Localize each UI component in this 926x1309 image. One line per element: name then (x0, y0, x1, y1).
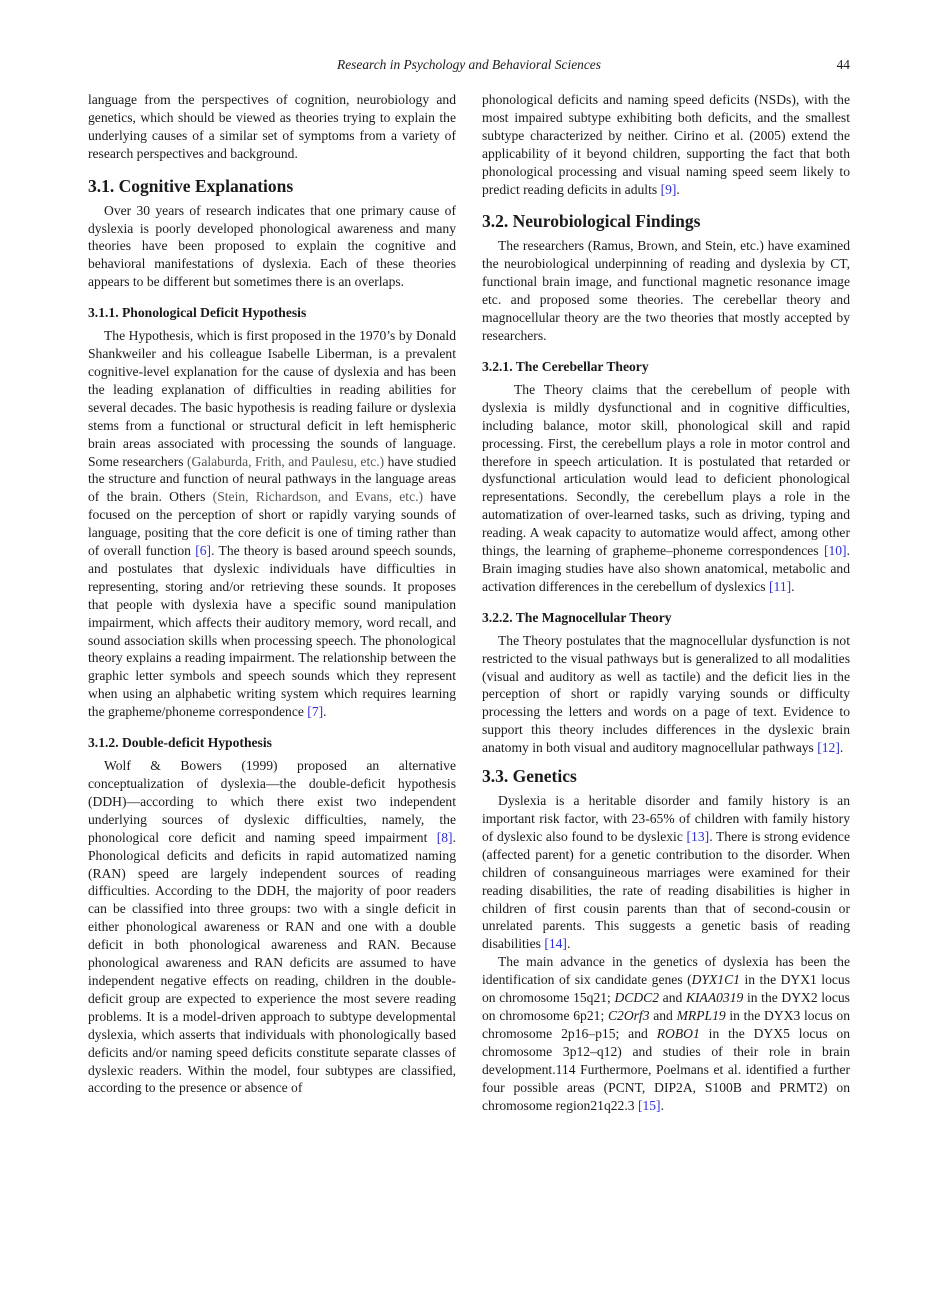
subsection-heading-cerebellar-theory: 3.2.1. The Cerebellar Theory (482, 358, 649, 374)
paragraph (482, 632, 850, 757)
citation-link-8[interactable]: [8] (436, 829, 453, 845)
citation-link-10[interactable]: [10] (823, 543, 847, 559)
text: The Theory postulates that the magnocellular dysfunction is not restricted to the visual pathways but is generalized to all modalities (visual and auditory as well as tactile) and the deficit lies in the perception of short or rapidly varying sounds or difficulty processing the letters and words on a page of text. Evidence to support this theory includes differences in the dyslexic brain anatomy in both visual and auditory magnocellular pathways (482, 632, 850, 756)
text: . (791, 578, 795, 594)
citation-link-15[interactable]: [15] (637, 1097, 661, 1113)
text: . (676, 181, 680, 197)
text: . The theory is based around speech sounds, and postulates that dyslexic individuals have difficulties in representing, storing and/or retrieving these sounds. It proposes that people with dyslexia have a specific sound manipulation impairment, which affects their auditory memory, word recall, and sound association skills when processing speech. The phonological theory explains a reading impairment. The relationship between the graphic letter symbols and speech sounds which they represent when using an alphabetic writing system which requires learning the grapheme/phoneme correspondence (88, 543, 456, 720)
right-column (482, 91, 850, 1114)
subsection-heading-magnocellular-theory: 3.2.2. The Magnocellular Theory (482, 609, 672, 625)
section-heading-neurobiological-findings: 3.2. Neurobiological Findings (482, 211, 701, 232)
researcher-names: (Stein, Richardson, and Evans, etc.) (212, 489, 424, 505)
gene-name: DCDC2 (614, 990, 660, 1006)
paragraph (88, 757, 456, 1097)
citation-link-9[interactable]: [9] (660, 181, 677, 197)
paragraph-continued: language from the perspectives of cognition, neurobiology and genetics, which should be viewed as theories trying to explain the underlying causes of a similar set of symptoms from a variety of research perspectives and background. (88, 92, 456, 161)
text: . Phonological deficits and deficits in rapid automatized naming (RAN) speed are largely independent sources of reading difficulties. According to the DDH, the majority of poor readers can be classified into three groups: two with a single deficit in either phonological awareness or RAN and one with a double deficit in both phonological awareness and RAN. Because phonological awareness and RAN deficits are assumed to have independent negative effects on reading, children in the double-deficit group are expected to experience the most severe reading problems. It is a model-driven approach to subtype developmental dyslexia, which asserts that individuals with phonologically based deficits and/or naming speed deficits constitute separate classes of dyslexic readers. Within the model, four subtypes are classified, according to the presence or absence of (88, 829, 456, 1096)
text: The Hypothesis, which is first proposed in the 1970’s by Donald Shankweiler and his colleague Isabelle Liberman, is a prevalent cognitive-level explanation for the cause of dyslexia and has been the leading explanation of difficulties in reading abilities for several decades. The basic hypothesis is reading failure or dyslexia stems from a functional or structural deficit in left hemispheric brain areas associated with processing the sounds of language. Some researchers (88, 328, 456, 469)
text: Dyslexia is a heritable disorder and family history is an important risk factor, with 23-65% of children with family history of dyslexic also found to be dyslexic (482, 793, 850, 844)
paragraph: The researchers (Ramus, Brown, and Stein, etc.) have examined the neurobiological underpinning of reading and dyslexia by CT, functional brain image, and functional magnetic resonance image etc. and proposed some theories. The cerebellar theory and magnocellular theory are the two theories that mostly accepted by researchers. (482, 238, 850, 343)
citation-link-12[interactable]: [12] (817, 740, 840, 756)
text: . There is strong evidence (affected parent) for a genetic contribution to the disorder. When children of consanguineous marriages were examined for their reading disabilities, the rate of reading disabilities is higher in children of first cousin parents than that of second-cousin or unrelated parents. This suggests a genetic basis of reading disabilities (482, 828, 851, 952)
text: The main advance in the genetics of dyslexia has been the identification of six candidate genes ( (482, 954, 850, 988)
text: phonological deficits and naming speed deficits (NSDs), with the most impaired subtype exhibiting both deficits, and the smallest subtype characterized by neither. Cirino et al. (2005) extend the applicability of it beyond children, supporting the fact that both phonological processing and visual naming speed seem likely to predict reading deficits in adults (482, 92, 850, 197)
section-heading-cognitive-explanations: 3.1. Cognitive Explanations (88, 175, 294, 196)
paragraph (88, 327, 456, 721)
gene-name: ROBO1 (656, 1025, 700, 1041)
citation-link-7[interactable]: [7] (307, 704, 324, 720)
text: have studied the structure and function of neural pathways in the language areas of the brain. Others (88, 453, 456, 505)
running-header-journal-title: Research in Psychology and Behavioral Sciences (337, 57, 601, 72)
text: . (323, 704, 327, 720)
citation-link-13[interactable]: [13] (686, 828, 710, 844)
paragraph-continued (482, 91, 850, 198)
paragraph (482, 953, 850, 1114)
gene-name: C2Orf3 (607, 1007, 650, 1023)
text: Wolf & Bowers (1999) proposed an alternative conceptualization of dyslexia—the double-deficit hypothesis (DDH)—according to which there exist two independent underlying sources of dyslexic difficulties, namely, the phonological core deficit and naming speed impairment (88, 758, 456, 845)
text: in the DYX3 locus on chromosome 2p16–p15; and (482, 1007, 850, 1041)
paragraph: Over 30 years of research indicates that one primary cause of dyslexia is poorly developed phonological awareness and many theories have been proposed to explain the cognitive and behavioral manifestations of dyslexia. Each of these theories appears to be different but sometimes there is an overlaps. (88, 202, 456, 290)
text: . (660, 1097, 664, 1113)
citation-link-14[interactable]: [14] (544, 936, 567, 952)
citation-link-6[interactable]: [6] (195, 543, 212, 559)
text: and (649, 1007, 677, 1023)
text: in the DYX5 locus on chromosome 3p12–q12) and studies of their role in brain development.114 Furthermore, Poelmans et al. identified a further four possible areas (PCNT, DIP2A, S100B and PRMT2) on chromosome region21q22.3 (482, 1025, 850, 1113)
gene-name: KIAA0319 (685, 990, 744, 1006)
text: . (839, 740, 844, 756)
text: in the DYX2 locus on chromosome 6p21; (482, 990, 850, 1023)
subsection-heading-double-deficit: 3.1.2. Double-deficit Hypothesis (88, 735, 272, 751)
section-heading-genetics: 3.3. Genetics (482, 766, 577, 787)
paragraph (482, 792, 850, 953)
page-number: 44 (836, 57, 850, 72)
text: The Theory claims that the cerebellum of people with dyslexia is mildly dysfunctional and in cognitive difficulties, including balance, motor skill, phonological skill and rapid processing. First, the cerebellum plays a role in motor control and therefore in speech articulation. It is postulated that retarded or dysfunctional articulation would lead to deficient phonological representations. Secondly, the cerebellum plays a role in the automatization of over-learned tasks, such as driving, typing and reading. A weak capacity to automatize would affect, among other things, the learning of grapheme–phoneme correspondences (482, 381, 850, 559)
citation-link-11[interactable]: [11] (769, 578, 792, 594)
text: . (566, 936, 571, 952)
text: have focused on the perception of short or rapidly varying sounds of language, positing that the core deficit is one of timing rather than of overall function (88, 489, 456, 559)
gene-name: MRPL19 (676, 1007, 726, 1023)
left-column (88, 91, 456, 1097)
paragraph (482, 381, 850, 596)
subsection-heading-phonological-deficit: 3.1.1. Phonological Deficit Hypothesis (88, 305, 307, 321)
text: and (659, 990, 686, 1006)
researcher-names: (Galaburda, Frith, and Paulesu, etc.) (186, 453, 385, 469)
text: in the DYX1 locus on chromosome 15q21; (482, 972, 851, 1006)
text: . Brain imaging studies have also shown anatomical, metabolic and activation differences in the cerebellum of dyslexics (482, 543, 850, 594)
gene-name: DYX1C1 (691, 972, 740, 988)
